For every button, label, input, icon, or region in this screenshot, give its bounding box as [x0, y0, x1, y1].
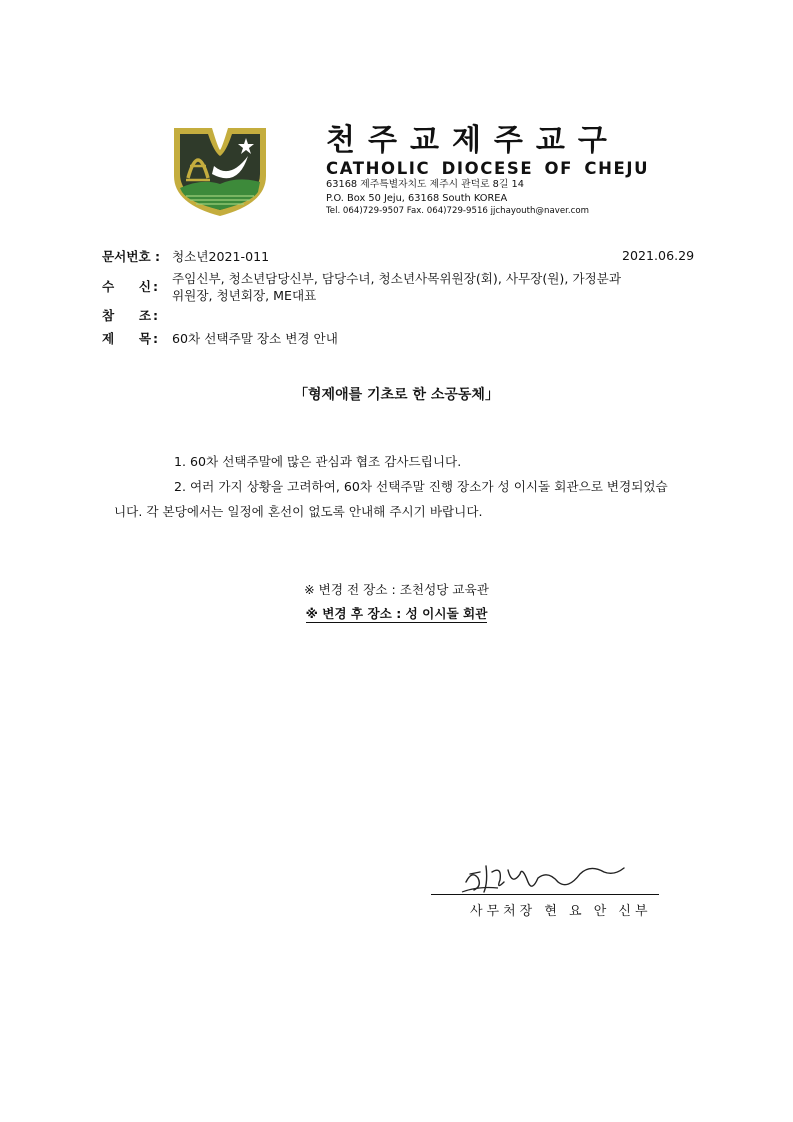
recipient-line-1: 주임신부, 청소년담당신부, 담당수녀, 청소년사목위원장(회), 사무장(원), 가정분과: [172, 271, 621, 286]
doc-number-label: 문서번호 :: [102, 249, 161, 264]
recipient-label: 수 신: [102, 279, 151, 294]
location-before: ※ 변경 전 장소 : 조천성당 교육관: [304, 582, 489, 597]
paragraph-2-line-2: 니다. 각 본당에서는 일정에 혼선이 없도록 안내해 주시기 바랍니다.: [114, 504, 483, 519]
signature-line: [431, 894, 659, 895]
address-korean: 63168 제주특별자치도 제주시 관덕로 8길 14: [326, 179, 524, 190]
contact-info: Tel. 064)729-9507 Fax. 064)729-9516 jjchayouth@naver.com: [326, 206, 589, 216]
signer-name: 사무처장 현 요 안 신부: [470, 904, 652, 919]
diocese-emblem-icon: [172, 126, 268, 218]
location-after-row: [0, 603, 793, 622]
organization-name: 천주교제주교구: [326, 123, 620, 158]
subject-label: 제 목: [102, 331, 151, 346]
location-after: ※ 변경 후 장소 : 성 이시돌 회관: [305, 606, 488, 621]
reference-label: 참 조: [102, 308, 151, 323]
handwritten-signature: [458, 852, 633, 898]
address-english: P.O. Box 50 Jeju, 63168 South KOREA: [326, 193, 508, 204]
document-date: 2021.06.29: [622, 248, 695, 263]
paragraph-1: 1. 60차 선택주말에 많은 관심과 협조 감사드립니다.: [174, 454, 462, 469]
doc-number-value: 청소년2021-011: [172, 249, 270, 264]
recipient-line-2: 위원장, 청년회장, ME대표: [172, 288, 317, 303]
motto: 「형제애를 기초로 한 소공동체」: [294, 387, 499, 403]
organization-name-english: CATHOLIC DIOCESE OF CHEJU: [326, 159, 650, 178]
subject-value: 60차 선택주말 장소 변경 안내: [172, 331, 338, 346]
paragraph-2-line-1: 2. 여러 가지 상황을 고려하여, 60차 선택주말 진행 장소가 성 이시돌 회관으로 변경되었습: [174, 479, 668, 494]
